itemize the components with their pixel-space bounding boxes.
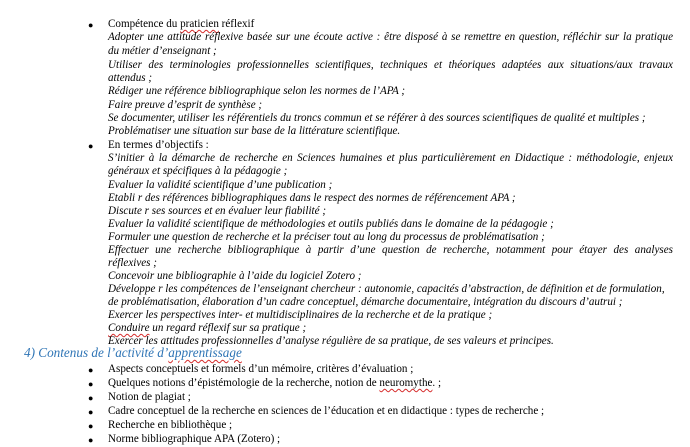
section2-line-6: Evaluer la validité scientifique de méthodologies et outils publiés dans le domaine de la pédagogie ; <box>108 218 554 230</box>
section2-line-7: Formuler une question de recherche et la préciser tout au long du processus de problématisation ; <box>108 231 545 243</box>
section2-line-4: Etabli r des références bibliographiques dans le respect des normes de référencement APA ; <box>108 192 516 204</box>
section2-line-15: Exercer les attitudes professionnelles d’analyse régulière de sa pratique, de ses valeurs et principes. <box>108 335 554 347</box>
section1-line-7: Se documenter, utiliser les référentiels du troncs commun et se référer à des sources scientifiques de qualité et multiples ; <box>108 112 646 124</box>
bullet-icon: ● <box>88 20 94 30</box>
section2-line-3: Evaluer la validité scientifique d’une publication ; <box>108 179 333 191</box>
section1-line-1: Adopter une attitude réflexive basée sur une écoute active : être disposé à se remettre en question, réfléchir sur la pratique <box>108 31 673 43</box>
contents-item-4: Cadre conceptuel de la recherche en sciences de l’éducation et en didactique : types de recherche ; <box>108 405 545 417</box>
section-title-objectives: En termes d’objectifs : <box>108 139 209 151</box>
section2-line-13: Exercer les perspectives inter- et multidisciplinaires de la recherche et de la pratique ; <box>108 309 493 321</box>
section2-line-2: généraux et spécifiques à la pédagogie ; <box>108 165 288 177</box>
bullet-icon: ● <box>88 407 94 417</box>
contents-item-3: Notion de plagiat ; <box>108 391 191 403</box>
bullet-icon: ● <box>88 421 94 431</box>
contents-item-6: Norme bibliographique APA (Zotero) ; <box>108 433 281 445</box>
section1-line-4: attendus ; <box>108 72 153 84</box>
section2-line-1: S’initier à la démarche de recherche en Sciences humaines et plus particulièrement en Didactique : méthodologie, enjeux <box>108 152 673 164</box>
bullet-icon: ● <box>88 435 94 445</box>
section2-line-11: Développe r les compétences de l’enseignant chercheur : autonomie, capacités d’abstraction, de définition et de formulation, <box>108 283 665 295</box>
section-heading-contents: 4) Contenus de l’activité d’apprentissage <box>24 345 242 360</box>
section2-line-9: réflexives ; <box>108 257 157 269</box>
section1-line-8: Problématiser une situation sur base de la littérature scientifique. <box>108 125 401 137</box>
section2-line-8: Effectuer une recherche bibliographique à partir d’une question de recherche, notamment pour étayer des analyses <box>108 244 673 256</box>
contents-item-1: Aspects conceptuels et formels d’un mémoire, critères d’évaluation ; <box>108 363 414 375</box>
section2-line-5: Discute r ses sources et en évaluer leur fiabilité ; <box>108 205 327 217</box>
section-title-reflexive: Compétence du praticien réflexif <box>108 18 255 30</box>
section1-line-3: Utiliser des terminologies professionnelles scientifiques, techniques et théoriques adaptées aux situations/aux travaux <box>108 59 673 71</box>
section2-line-10: Concevoir une bibliographie à l’aide du logiciel Zotero ; <box>108 270 362 282</box>
contents-item-2: Quelques notions d’épistémologie de la recherche, notion de neuromythe. ; <box>108 377 442 389</box>
section1-line-2: du métier d’enseignant ; <box>108 45 217 57</box>
section1-line-5: Rédiger une référence bibliographique selon les normes de l’APA ; <box>108 85 406 97</box>
bullet-icon: ● <box>88 393 94 403</box>
section1-line-6: Faire preuve d’esprit de synthèse ; <box>108 99 263 111</box>
bullet-icon: ● <box>88 365 94 375</box>
section2-line-12: de problématisation, élaboration d’un cadre conceptuel, démarche documentaire, intégration du discours d’autrui ; <box>108 296 623 308</box>
bullet-icon: ● <box>88 141 94 151</box>
bullet-icon: ● <box>88 379 94 389</box>
contents-item-5: Recherche en bibliothèque ; <box>108 419 233 431</box>
section2-line-14: Conduire un regard réflexif sur sa pratique ; <box>108 322 307 334</box>
